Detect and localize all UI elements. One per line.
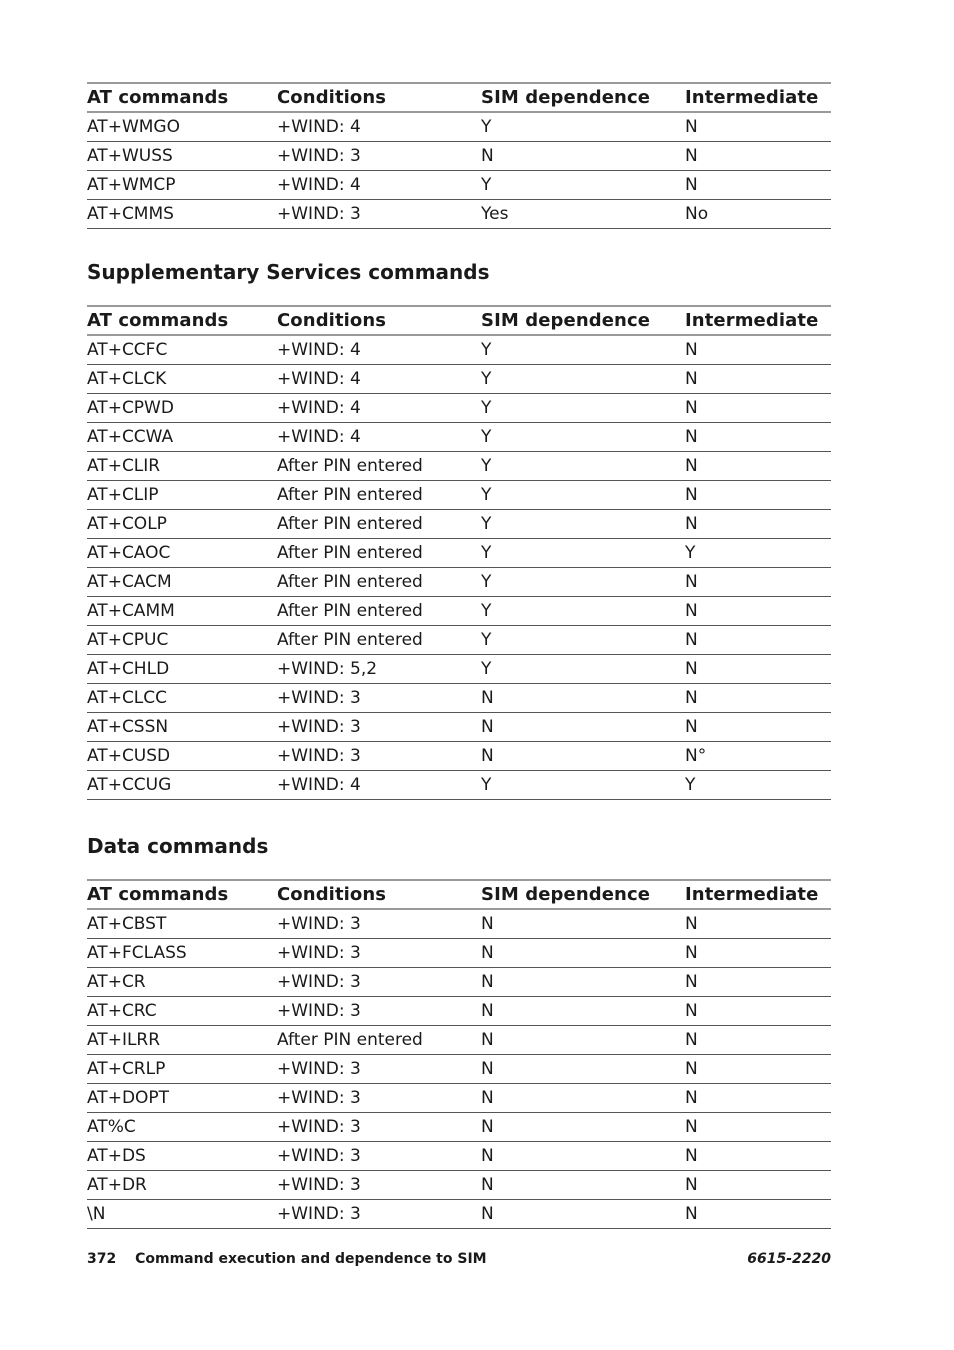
table-cell: Y bbox=[481, 568, 685, 597]
column-header: AT commands bbox=[87, 83, 277, 112]
column-header: AT commands bbox=[87, 306, 277, 335]
table-cell: +WIND: 4 bbox=[277, 394, 481, 423]
table-row bbox=[87, 481, 831, 510]
table-row bbox=[87, 1084, 831, 1113]
table-cell: +WIND: 3 bbox=[277, 142, 481, 171]
table-cell: Y bbox=[481, 539, 685, 568]
table-cell: Yes bbox=[481, 200, 685, 229]
column-header: Intermediate bbox=[685, 880, 831, 909]
table-cell: AT+WMCP bbox=[87, 171, 277, 200]
table-cell: N bbox=[481, 742, 685, 771]
table-cell: N bbox=[685, 1200, 831, 1229]
table-cell: AT+CAOC bbox=[87, 539, 277, 568]
table-row bbox=[87, 200, 831, 229]
table-cell: N bbox=[685, 909, 831, 939]
table-cell: +WIND: 4 bbox=[277, 423, 481, 452]
table-cell: AT+CACM bbox=[87, 568, 277, 597]
table-cell: +WIND: 3 bbox=[277, 1171, 481, 1200]
table-cell: N bbox=[481, 713, 685, 742]
table-cell: +WIND: 4 bbox=[277, 112, 481, 142]
table-supplementary-services bbox=[87, 305, 831, 800]
table-cell: AT+CCUG bbox=[87, 771, 277, 800]
table-cell: After PIN entered bbox=[277, 452, 481, 481]
table-row bbox=[87, 452, 831, 481]
table-cell: AT+CUSD bbox=[87, 742, 277, 771]
table-cell: AT+CRLP bbox=[87, 1055, 277, 1084]
table-cell: N bbox=[685, 481, 831, 510]
table-header-row bbox=[87, 880, 831, 909]
table-cell: Y bbox=[481, 365, 685, 394]
table-cell: N bbox=[685, 626, 831, 655]
table-cell: AT+CLIR bbox=[87, 452, 277, 481]
table-cell: Y bbox=[481, 655, 685, 684]
table-cell: N bbox=[481, 997, 685, 1026]
table-cell: Y bbox=[481, 335, 685, 365]
table-cell: AT+DR bbox=[87, 1171, 277, 1200]
table-cell: After PIN entered bbox=[277, 1026, 481, 1055]
table-cell: AT+CPUC bbox=[87, 626, 277, 655]
table-cell: Y bbox=[481, 510, 685, 539]
table-cell: +WIND: 3 bbox=[277, 1200, 481, 1229]
table-cell: N bbox=[685, 968, 831, 997]
table-cell: After PIN entered bbox=[277, 510, 481, 539]
table-cell: AT+COLP bbox=[87, 510, 277, 539]
table-row bbox=[87, 909, 831, 939]
table-cell: After PIN entered bbox=[277, 597, 481, 626]
table-cell: Y bbox=[481, 452, 685, 481]
table-cell: N bbox=[685, 365, 831, 394]
table-cell: N bbox=[685, 1142, 831, 1171]
table-cell: +WIND: 3 bbox=[277, 1084, 481, 1113]
table-cell: Y bbox=[481, 423, 685, 452]
column-header: Conditions bbox=[277, 880, 481, 909]
table-row bbox=[87, 1171, 831, 1200]
table-cell: AT+CPWD bbox=[87, 394, 277, 423]
table-cell: N bbox=[481, 968, 685, 997]
table-cell: N bbox=[685, 394, 831, 423]
column-header: SIM dependence bbox=[481, 306, 685, 335]
table-cell: Y bbox=[481, 394, 685, 423]
table-cell: AT%C bbox=[87, 1113, 277, 1142]
table-row bbox=[87, 1113, 831, 1142]
table-row bbox=[87, 655, 831, 684]
table-cell: N bbox=[481, 1113, 685, 1142]
column-header: SIM dependence bbox=[481, 880, 685, 909]
table-cell: +WIND: 3 bbox=[277, 1055, 481, 1084]
table-cell: N° bbox=[685, 742, 831, 771]
table-cell: N bbox=[685, 684, 831, 713]
table-cell: N bbox=[481, 1200, 685, 1229]
table-row bbox=[87, 1026, 831, 1055]
table-cell: AT+CLIP bbox=[87, 481, 277, 510]
column-header: SIM dependence bbox=[481, 83, 685, 112]
table-cell: N bbox=[481, 142, 685, 171]
table-cell: N bbox=[685, 1055, 831, 1084]
table-cell: N bbox=[685, 1113, 831, 1142]
table-cell: N bbox=[685, 1084, 831, 1113]
table-cell: +WIND: 3 bbox=[277, 713, 481, 742]
page-footer bbox=[87, 1251, 831, 1267]
table-row bbox=[87, 142, 831, 171]
table-row bbox=[87, 968, 831, 997]
table-cell: +WIND: 3 bbox=[277, 742, 481, 771]
table-cell: +WIND: 3 bbox=[277, 997, 481, 1026]
table-row bbox=[87, 539, 831, 568]
table-cell: AT+DOPT bbox=[87, 1084, 277, 1113]
table-cell: AT+CCFC bbox=[87, 335, 277, 365]
table-row bbox=[87, 1142, 831, 1171]
table-cell: N bbox=[685, 939, 831, 968]
table-cell: After PIN entered bbox=[277, 481, 481, 510]
table-cell: +WIND: 4 bbox=[277, 771, 481, 800]
table-row bbox=[87, 171, 831, 200]
table-row bbox=[87, 394, 831, 423]
column-header: Intermediate bbox=[685, 306, 831, 335]
table-cell: +WIND: 3 bbox=[277, 909, 481, 939]
table-data-commands bbox=[87, 879, 831, 1229]
table-cell: After PIN entered bbox=[277, 568, 481, 597]
section-title-data: Data commands bbox=[87, 834, 269, 858]
table-row bbox=[87, 713, 831, 742]
table-cell: N bbox=[685, 1171, 831, 1200]
table-cell: N bbox=[685, 423, 831, 452]
column-header: Conditions bbox=[277, 306, 481, 335]
table-row bbox=[87, 510, 831, 539]
table-header-row bbox=[87, 83, 831, 112]
table-row bbox=[87, 423, 831, 452]
table-cell: Y bbox=[481, 626, 685, 655]
table-cell: N bbox=[685, 713, 831, 742]
table-cell: AT+CSSN bbox=[87, 713, 277, 742]
table-cell: N bbox=[685, 997, 831, 1026]
table-row bbox=[87, 365, 831, 394]
table-cell: AT+CLCK bbox=[87, 365, 277, 394]
table-cell: AT+CHLD bbox=[87, 655, 277, 684]
column-header: Intermediate bbox=[685, 83, 831, 112]
table-row bbox=[87, 597, 831, 626]
table-cell: Y bbox=[685, 771, 831, 800]
table-row bbox=[87, 1055, 831, 1084]
document-code: 6615-2220 bbox=[747, 1251, 831, 1267]
table-header-row bbox=[87, 306, 831, 335]
table-cell: AT+WMGO bbox=[87, 112, 277, 142]
table-cell: No bbox=[685, 200, 831, 229]
table-cell: N bbox=[685, 510, 831, 539]
table-cell: AT+CBST bbox=[87, 909, 277, 939]
table-cell: +WIND: 3 bbox=[277, 684, 481, 713]
table-cell: N bbox=[481, 1171, 685, 1200]
table-cell: +WIND: 3 bbox=[277, 1113, 481, 1142]
table-cell: +WIND: 5,2 bbox=[277, 655, 481, 684]
table-cell: N bbox=[481, 684, 685, 713]
table-row bbox=[87, 335, 831, 365]
table-cell: Y bbox=[481, 171, 685, 200]
column-header: AT commands bbox=[87, 880, 277, 909]
table-cell: AT+CR bbox=[87, 968, 277, 997]
table-row bbox=[87, 112, 831, 142]
table-row bbox=[87, 568, 831, 597]
table-cell: N bbox=[481, 1142, 685, 1171]
table-cell: N bbox=[481, 1084, 685, 1113]
section-title-supplementary: Supplementary Services commands bbox=[87, 260, 490, 284]
table-cell: AT+FCLASS bbox=[87, 939, 277, 968]
table-cell: AT+CMMS bbox=[87, 200, 277, 229]
table-cell: N bbox=[685, 112, 831, 142]
table-cell: AT+ILRR bbox=[87, 1026, 277, 1055]
footer-section-title: Command execution and dependence to SIM bbox=[135, 1251, 487, 1267]
table-cell: N bbox=[685, 655, 831, 684]
table-cell: Y bbox=[481, 771, 685, 800]
table-cell: N bbox=[481, 1055, 685, 1084]
table-row bbox=[87, 742, 831, 771]
column-header: Conditions bbox=[277, 83, 481, 112]
table-cell: Y bbox=[481, 481, 685, 510]
table-cell: After PIN entered bbox=[277, 626, 481, 655]
table-at-commands-continued bbox=[87, 82, 831, 229]
table-cell: N bbox=[481, 909, 685, 939]
table-cell: AT+DS bbox=[87, 1142, 277, 1171]
table-cell: N bbox=[685, 597, 831, 626]
table-row bbox=[87, 939, 831, 968]
page-number: 372 bbox=[87, 1251, 117, 1267]
table-cell: After PIN entered bbox=[277, 539, 481, 568]
table-cell: +WIND: 4 bbox=[277, 171, 481, 200]
table-cell: N bbox=[685, 568, 831, 597]
table-cell: Y bbox=[481, 597, 685, 626]
table-cell: +WIND: 3 bbox=[277, 939, 481, 968]
table-row bbox=[87, 1200, 831, 1229]
table-cell: AT+CAMM bbox=[87, 597, 277, 626]
table-cell: +WIND: 4 bbox=[277, 335, 481, 365]
table-cell: N bbox=[481, 939, 685, 968]
table-cell: AT+CLCC bbox=[87, 684, 277, 713]
table-cell: +WIND: 4 bbox=[277, 365, 481, 394]
table-cell: N bbox=[481, 1026, 685, 1055]
table-cell: N bbox=[685, 1026, 831, 1055]
table-cell: AT+CCWA bbox=[87, 423, 277, 452]
table-cell: N bbox=[685, 171, 831, 200]
table-cell: \N bbox=[87, 1200, 277, 1229]
table-row bbox=[87, 684, 831, 713]
table-cell: AT+WUSS bbox=[87, 142, 277, 171]
table-cell: Y bbox=[481, 112, 685, 142]
table-cell: +WIND: 3 bbox=[277, 200, 481, 229]
table-cell: N bbox=[685, 452, 831, 481]
table-row bbox=[87, 626, 831, 655]
table-cell: Y bbox=[685, 539, 831, 568]
table-row bbox=[87, 771, 831, 800]
table-cell: +WIND: 3 bbox=[277, 1142, 481, 1171]
table-cell: N bbox=[685, 142, 831, 171]
table-cell: +WIND: 3 bbox=[277, 968, 481, 997]
table-cell: N bbox=[685, 335, 831, 365]
table-cell: AT+CRC bbox=[87, 997, 277, 1026]
table-row bbox=[87, 997, 831, 1026]
